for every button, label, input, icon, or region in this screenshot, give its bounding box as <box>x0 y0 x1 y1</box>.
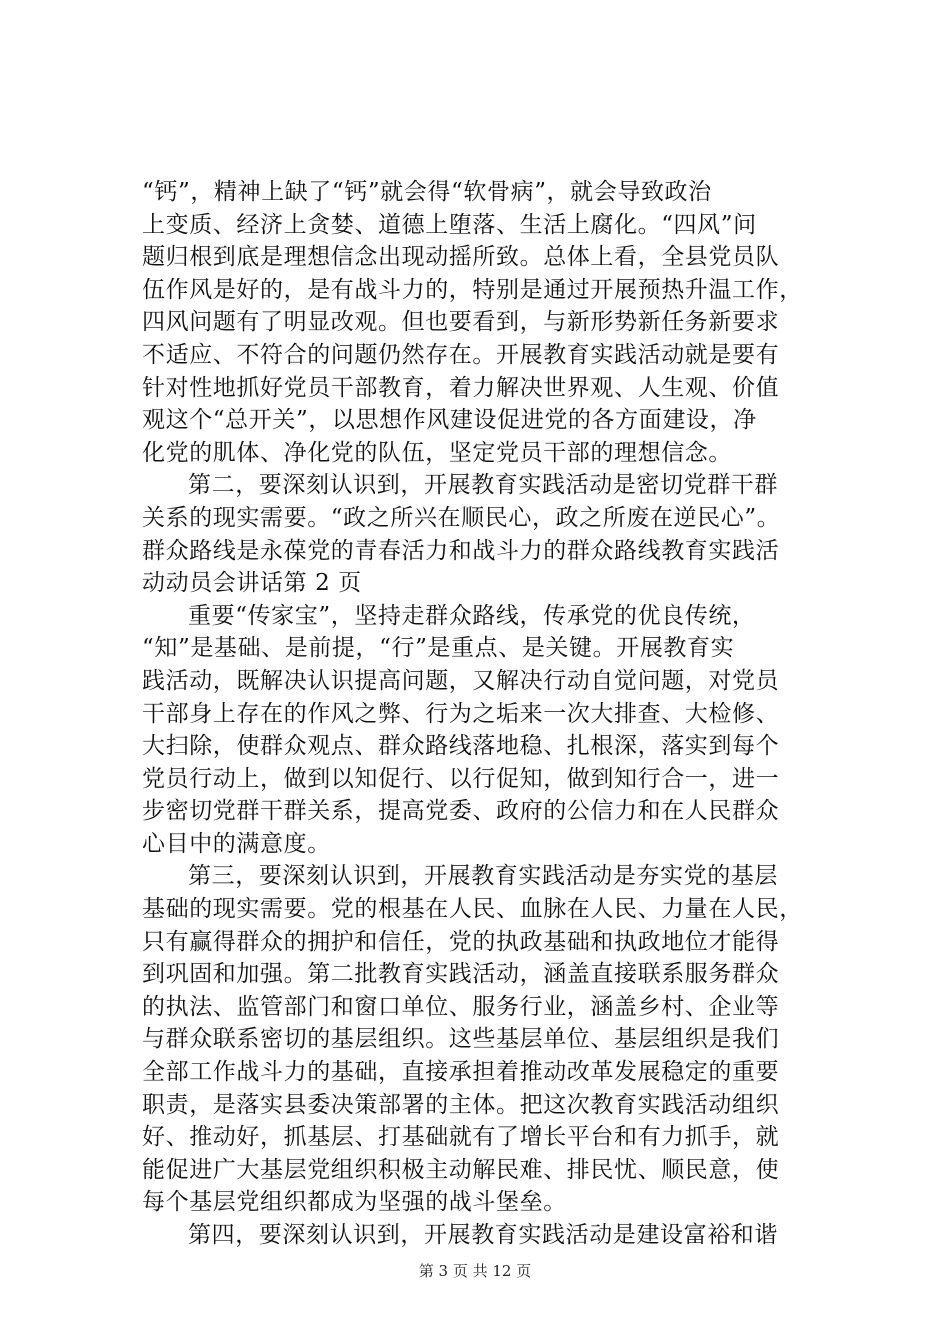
text-line: 能促进广大基层党组织积极主动解民难、排民忧、顺民意，使 <box>142 1156 780 1183</box>
page-footer: 第 3 页 共 12 页 <box>418 1262 532 1280</box>
text-line: 重要“传家宝”，坚持走群众路线，传承党的优良传统， <box>188 602 756 629</box>
document-body <box>142 176 832 1252</box>
text-line: 伍作风是好的，是有战斗力的，特别是通过开展预热升温工作， <box>142 276 803 303</box>
text-line: 观这个“总开关”，以思想作风建设促进党的各方面建设，净 <box>142 407 757 434</box>
text-line: 到巩固和加强。第二批教育实践活动，涵盖直接联系服务群众 <box>142 961 780 988</box>
text-line: 好、推动好，抓基层、打基础就有了增长平台和有力抓手，就 <box>142 1124 780 1151</box>
text-line: 上变质、经济上贪婪、道德上堕落、生活上腐化。“四风”问 <box>142 211 757 238</box>
text-line: 关系的现实需要。“政之所兴在顺民心，政之所废在逆民心”。 <box>142 504 781 531</box>
text-line: 践活动，既解决认识提高问题，又解决行动自觉问题，对党员 <box>142 667 780 694</box>
text-line: 群众路线是永葆党的青春活力和战斗力的群众路线教育实践活 <box>142 537 780 564</box>
text-line: 基础的现实需要。党的根基在人民、血脉在人民、力量在人民， <box>142 896 803 923</box>
text-line: 针对性地抓好党员干部教育，着力解决世界观、人生观、价值 <box>142 374 780 401</box>
text-line: 动动员会讲话第 2 页 <box>142 570 362 597</box>
text-line: 职责，是落实县委决策部署的主体。把这次教育实践活动组织 <box>142 1091 780 1118</box>
text-line: 心目中的满意度。 <box>142 830 331 857</box>
text-line: 题归根到底是理想信念出现动摇所致。总体上看，全县党员队 <box>142 244 780 271</box>
text-line: 第四，要深刻认识到，开展教育实践活动是建设富裕和谐 <box>188 1222 778 1248</box>
text-line: 只有赢得群众的拥护和信任，党的执政基础和执政地位才能得 <box>142 928 780 955</box>
text-line: 每个基层党组织都成为坚强的战斗堡垒。 <box>142 1189 567 1216</box>
text-line: 化党的肌体、净化党的队伍，坚定党员干部的理想信念。 <box>142 439 732 466</box>
text-line: 步密切党群干群关系，提高党委、政府的公信力和在人民群众 <box>142 798 780 825</box>
text-line: 第三，要深刻认识到，开展教育实践活动是夯实党的基层 <box>188 863 778 890</box>
text-line: 不适应、不符合的问题仍然存在。开展教育实践活动就是要有 <box>142 341 780 368</box>
text-line: 第二，要深刻认识到，开展教育实践活动是密切党群干群 <box>188 472 778 499</box>
text-line: 大扫除，使群众观点、群众路线落地稳、扎根深，落实到每个 <box>142 733 780 760</box>
text-line: 党员行动上，做到以知促行、以行促知，做到知行合一，进一 <box>142 765 780 792</box>
text-line: 与群众联系密切的基层组织。这些基层单位、基层组织是我们 <box>142 1026 780 1053</box>
text-line: 干部身上存在的作风之弊、行为之垢来一次大排查、大检修、 <box>142 700 780 727</box>
text-line: 全部工作战斗力的基础，直接承担着推动改革发展稳定的重要 <box>142 1059 780 1086</box>
text-line: 四风问题有了明显改观。但也要看到，与新形势新任务新要求 <box>142 309 780 336</box>
text-line: 的执法、监管部门和窗口单位、服务行业，涵盖乡村、企业等 <box>142 993 780 1020</box>
text-line: “知”是基础、是前提，“行”是重点、是关键。开展教育实 <box>142 635 735 662</box>
text-line: “钙”，精神上缺了“钙”就会得“软骨病”，就会导致政治 <box>142 179 712 205</box>
